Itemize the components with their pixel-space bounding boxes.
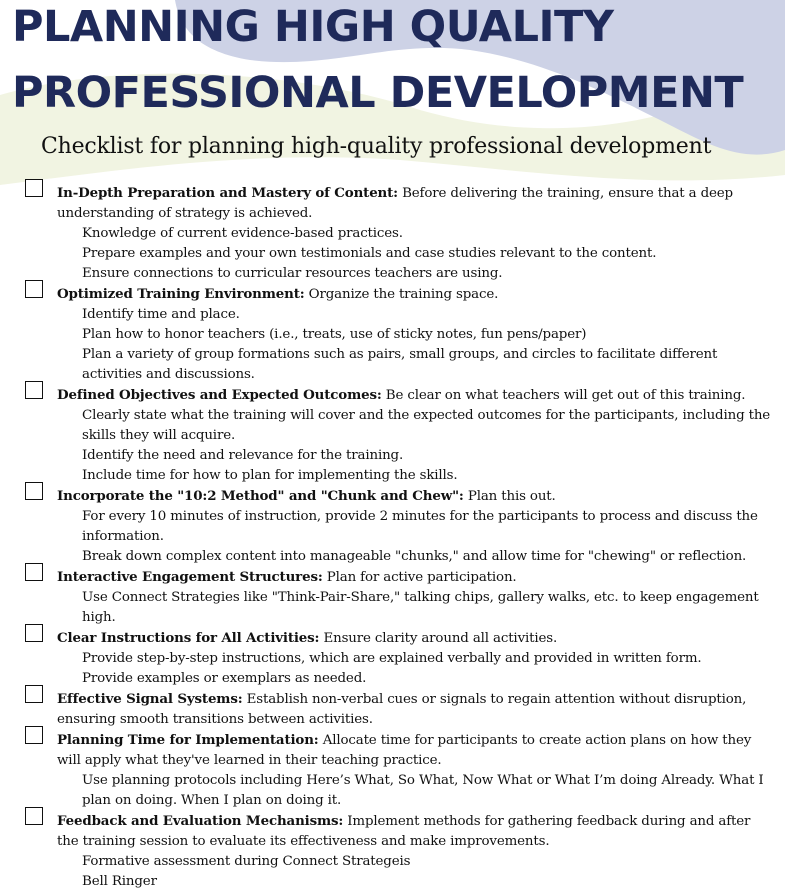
checklist-subitem: Identify the need and relevance for the training. [82, 448, 404, 463]
checklist-subitem: Knowledge of current evidence-based practices. [82, 226, 403, 241]
page-title-line-2: PROFESSIONAL DEVELOPMENT [12, 68, 744, 118]
checklist-item-heading [57, 689, 773, 730]
page-title-line-1: PLANNING HIGH QUALITY [12, 2, 614, 52]
checklist-subitem: Plan how to honor teachers (i.e., treats, use of sticky notes, fun pens/paper) [82, 327, 587, 342]
checklist-item-title: Planning Time for Implementation: [57, 732, 319, 748]
checkbox[interactable] [25, 685, 43, 703]
checklist-item-title: Clear Instructions for All Activities: [57, 630, 320, 646]
checklist-subitem: For every 10 minutes of instruction, provide 2 minutes for the participants to process and discuss the information. [82, 509, 758, 544]
page-subtitle: Checklist for planning high-quality professional development [41, 134, 712, 159]
checklist-item-description: Organize the training space. [304, 287, 499, 302]
checklist-item-description: Establish non-verbal cues or signals to regain attention without disruption, ensuring smooth transitions between activities. [57, 692, 747, 727]
checklist-item [0, 385, 785, 486]
checklist-subitem: Break down complex content into manageable "chunks," and allow time for "chewing" or reflection. [82, 549, 747, 564]
checklist-item-heading [57, 486, 773, 507]
checklist-item-title: Interactive Engagement Structures: [57, 569, 323, 585]
checklist-item-title: Incorporate the "10:2 Method" and "Chunk and Chew": [57, 488, 464, 504]
checklist-subitem: Bell Ringer [82, 874, 157, 889]
checklist-item [0, 628, 785, 689]
checkbox[interactable] [25, 280, 43, 298]
checklist-item [0, 730, 785, 811]
checkbox[interactable] [25, 179, 43, 197]
checklist-subitem: Prepare examples and your own testimonials and case studies relevant to the content. [82, 246, 657, 261]
checklist-item-description: Be clear on what teachers will get out of this training. [381, 388, 746, 403]
checklist-item-title: Defined Objectives and Expected Outcomes: [57, 387, 382, 403]
checklist-item-description: Implement methods for gathering feedback during and after the training session to evaluate its effectiveness and make improvements. [57, 814, 751, 849]
checklist-item-heading [57, 385, 773, 406]
checklist-subitem: Provide step-by-step instructions, which are explained verbally and provided in written form. [82, 651, 702, 666]
checklist-subitem: Clearly state what the training will cover and the expected outcomes for the participants, including the skills they will acquire. [82, 408, 771, 443]
checklist-item [0, 567, 785, 628]
checklist-item-title: Optimized Training Environment: [57, 286, 305, 302]
checklist-item-heading [57, 730, 773, 771]
checklist-item-heading [57, 628, 773, 649]
checklist-item-description: Plan this out. [463, 489, 556, 504]
checklist-subitem: Use planning protocols including Here’s What, So What, Now What or What I’m doing Already. What I plan on doing. When I plan on doing it. [82, 773, 764, 808]
checkbox[interactable] [25, 482, 43, 500]
checklist-subitem: Use Connect Strategies like "Think-Pair-Share," talking chips, gallery walks, etc. to keep engagement high. [82, 590, 759, 625]
checklist-item-heading [57, 183, 773, 224]
checklist-subitem: Plan a variety of group formations such as pairs, small groups, and circles to facilitate different activities and discussions. [82, 347, 718, 382]
checklist-item [0, 486, 785, 567]
checklist-item [0, 811, 785, 892]
checklist-item-title: Feedback and Evaluation Mechanisms: [57, 813, 344, 829]
checklist-item-description: Ensure clarity around all activities. [319, 631, 558, 646]
checklist-subitem: Include time for how to plan for implementing the skills. [82, 468, 458, 483]
checkbox[interactable] [25, 624, 43, 642]
checklist-item [0, 183, 785, 284]
checklist-item-description: Allocate time for participants to create action plans on how they will apply what they've learned in their teaching practice. [57, 733, 752, 768]
checklist-subitem: Provide examples or exemplars as needed. [82, 671, 367, 686]
checklist [0, 183, 785, 892]
checklist-item-heading [57, 284, 773, 305]
checklist-item-heading [57, 811, 773, 852]
checklist-item-description: Before delivering the training, ensure that a deep understanding of strategy is achieved. [57, 186, 733, 221]
checklist-subitem: Identify time and place. [82, 307, 240, 322]
checkbox[interactable] [25, 381, 43, 399]
checklist-subitem: Formative assessment during Connect Strategeis [82, 854, 411, 869]
checklist-item [0, 689, 785, 730]
checklist-item-heading [57, 567, 773, 588]
checklist-item [0, 284, 785, 385]
checklist-subitem: Ensure connections to curricular resources teachers are using. [82, 266, 503, 281]
checklist-item-description: Plan for active participation. [322, 570, 517, 585]
checklist-item-title: Effective Signal Systems: [57, 691, 243, 707]
checkbox[interactable] [25, 563, 43, 581]
checklist-item-title: In-Depth Preparation and Mastery of Content: [57, 185, 398, 201]
checkbox[interactable] [25, 807, 43, 825]
checkbox[interactable] [25, 726, 43, 744]
